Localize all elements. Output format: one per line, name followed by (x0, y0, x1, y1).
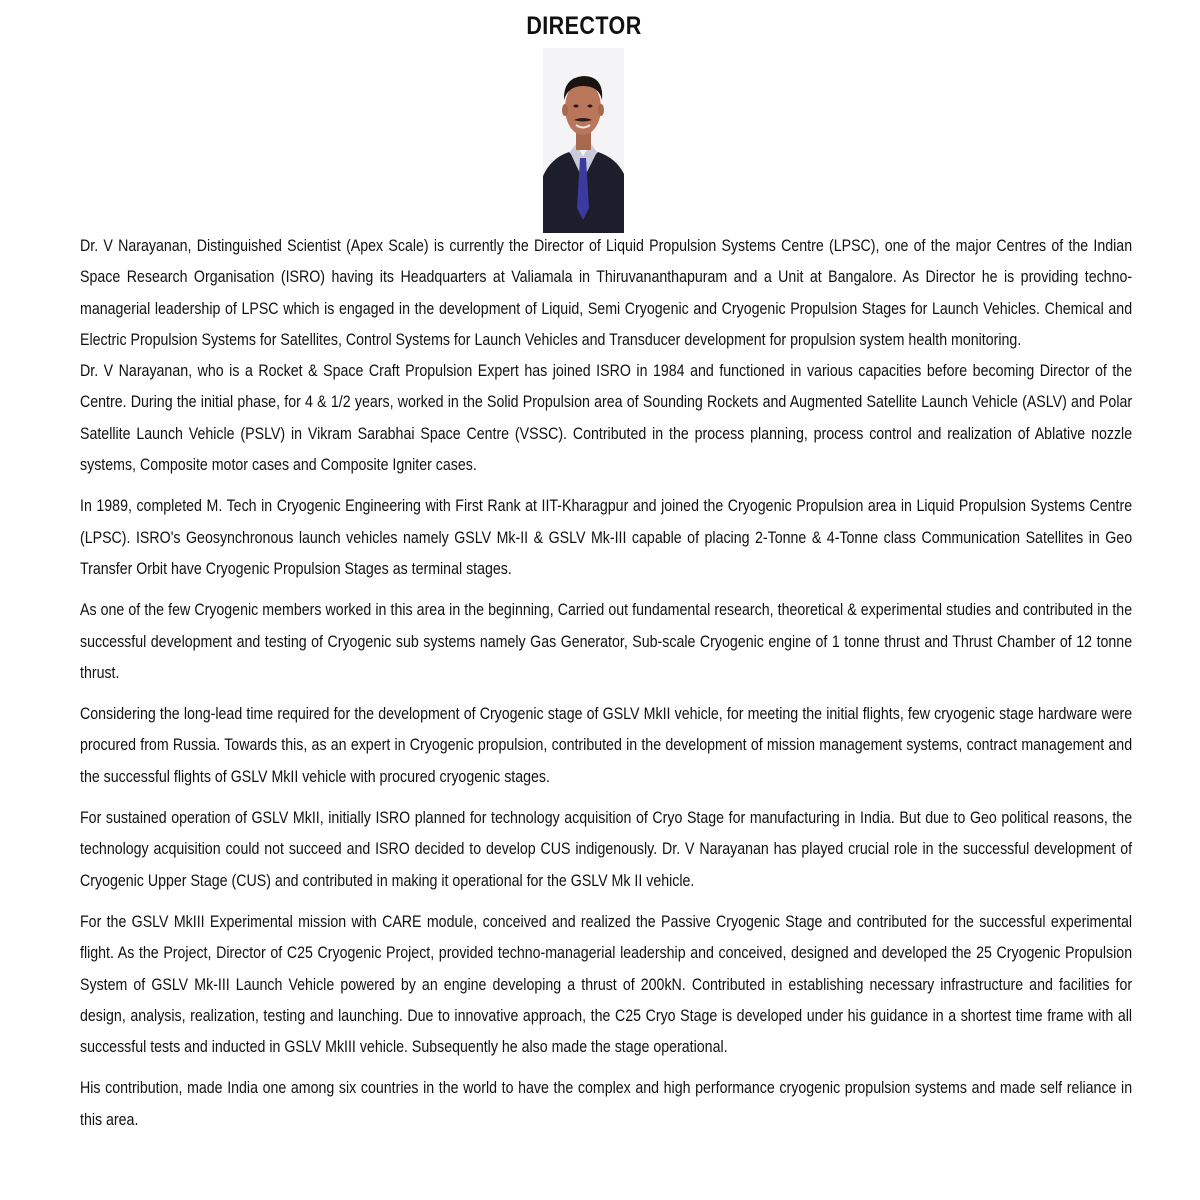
director-portrait (543, 48, 624, 233)
bio-paragraph-5: Considering the long-lead time required for the development of Cryogenic stage of GSLV MkII vehicle, for meeting the initial flights, few cryogenic stage hardware were procured from Russia. Towards this, as an expert in Cryogenic propulsion, contributed in the development of mission management systems, contract management and the successful flights of GSLV MkII vehicle with procured cryogenic stages. (80, 704, 1133, 786)
bio-paragraph-7: For the GSLV MkIII Experimental mission with CARE module, conceived and realized the Passive Cryogenic Stage and contributed for the successful experimental flight. As the Project, Director of C25 Cryogenic Project, provided techno-managerial leadership and conceived, designed and developed the 25 Cryogenic Propulsion System of GSLV Mk-III Launch Vehicle powered by an engine developing a thrust of 200kN. Contributed in establishing necessary infrastructure and facilities for design, analysis, realization, testing and launching. Due to innovative approach, the C25 Cryo Stage is developed under his guidance in a shortest time frame with all successful tests and inducted in GSLV MkIII vehicle. Subsequently he also made the stage operational. (80, 911, 1133, 1057)
bio-paragraph-3: In 1989, completed M. Tech in Cryogenic Engineering with First Rank at IIT-Kharagpur and joined the Cryogenic Propulsion area in Liquid Propulsion Systems Centre (LPSC). ISRO's Geosynchronous launch vehicles namely GSLV Mk-II & GSLV Mk-III capable of placing 2-Tonne & 4-Tonne class Communication Satellites in Geo Transfer Orbit have Cryogenic Propulsion Stages as terminal stages. (80, 496, 1133, 578)
bio-paragraph-1: Dr. V Narayanan, Distinguished Scientist (Apex Scale) is currently the Director of Liquid Propulsion Systems Centre (LPSC), one of the major Centres of the Indian Space Research Organisation (ISRO) having its Headquarters at Valiamala in Thiruvananthapuram and a Unit at Bangalore. As Director he is providing techno-managerial leadership of LPSC which is engaged in the development of Liquid, Semi Cryogenic and Cryogenic Propulsion Stages for Launch Vehicles. Chemical and Electric Propulsion Systems for Satellites, Control Systems for Launch Vehicles and Transducer development for propulsion system health monitoring. (80, 236, 1133, 349)
bio-paragraph-4: As one of the few Cryogenic members worked in this area in the beginning, Carried out fundamental research, theoretical & experimental studies and contributed in the successful development and testing of Cryogenic sub systems namely Gas Generator, Sub-scale Cryogenic engine of 1 tonne thrust and Thrust Chamber of 12 tonne thrust. (80, 600, 1133, 682)
bio-paragraph-8: His contribution, made India one among six countries in the world to have the complex and high performance cryogenic propulsion systems and made self reliance in this area. (80, 1078, 1133, 1129)
page-title: DIRECTOR (526, 12, 642, 40)
biography-text (80, 230, 1133, 1145)
bio-paragraph-6: For sustained operation of GSLV MkII, initially ISRO planned for technology acquisition of Cryo Stage for manufacturing in India. But due to Geo political reasons, the technology acquisition could not succeed and ISRO decided to develop CUS indigenously. Dr. V Narayanan has played crucial role in the successful development of Cryogenic Upper Stage (CUS) and contributed in making it operational for the GSLV Mk II vehicle. (80, 808, 1133, 890)
person-portrait-icon (543, 48, 624, 233)
bio-paragraph-2: Dr. V Narayanan, who is a Rocket & Space Craft Propulsion Expert has joined ISRO in 1984 and functioned in various capacities before becoming Director of the Centre. During the initial phase, for 4 & 1/2 years, worked in the Solid Propulsion area of Sounding Rockets and Augmented Satellite Launch Vehicle (ASLV) and Polar Satellite Launch Vehicle (PSLV) in Vikram Sarabhai Space Centre (VSSC). Contributed in the process planning, process control and realization of Ablative nozzle systems, Composite motor cases and Composite Igniter cases. (80, 361, 1133, 475)
